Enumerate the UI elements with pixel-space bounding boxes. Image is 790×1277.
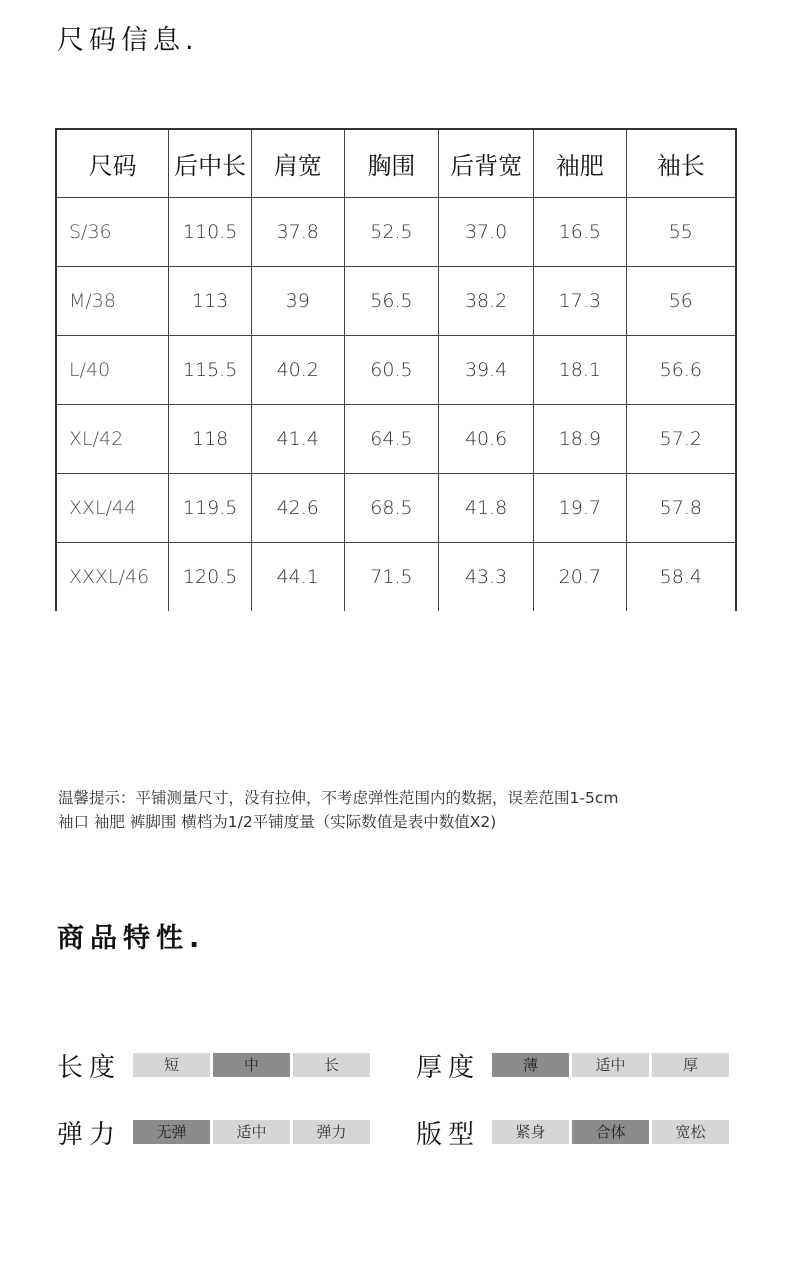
header-shoulder-width: 肩宽	[251, 129, 344, 198]
table-cell: 38.2	[439, 267, 534, 336]
table-cell: 56	[626, 267, 736, 336]
header-sleeve-length: 袖长	[626, 129, 736, 198]
table-row	[56, 198, 736, 267]
property-label: 厚度	[416, 1053, 481, 1083]
size-table	[55, 128, 737, 611]
table-cell: 115.5	[169, 336, 252, 405]
option-medium: 中	[213, 1053, 290, 1077]
table-cell: 56.6	[626, 336, 736, 405]
option-loose: 宽松	[652, 1120, 729, 1144]
table-cell: M/38	[56, 267, 169, 336]
table-cell: 43.3	[439, 543, 534, 612]
table-cell: 19.7	[533, 474, 626, 543]
table-cell: 39	[251, 267, 344, 336]
product-properties-title: 商品特性.	[57, 923, 206, 954]
option-thick: 厚	[652, 1053, 729, 1077]
property-label: 版型	[416, 1120, 481, 1150]
table-cell: 56.5	[344, 267, 439, 336]
size-info-title: 尺码信息.	[57, 25, 199, 56]
notes-line-2: 袖口 袖肥 裤脚围 横档为1/2平铺度量（实际数值是表中数值X2)	[58, 813, 497, 831]
table-cell: 41.8	[439, 474, 534, 543]
table-cell: 120.5	[169, 543, 252, 612]
table-row	[56, 267, 736, 336]
table-cell: 119.5	[169, 474, 252, 543]
table-cell: 52.5	[344, 198, 439, 267]
table-cell: 44.1	[251, 543, 344, 612]
table-row	[56, 336, 736, 405]
property-options	[492, 1053, 729, 1077]
header-chest: 胸围	[344, 129, 439, 198]
table-cell: 41.4	[251, 405, 344, 474]
table-cell: 18.1	[533, 336, 626, 405]
table-cell: 110.5	[169, 198, 252, 267]
header-size: 尺码	[56, 129, 169, 198]
property-options	[492, 1120, 729, 1144]
table-cell: 71.5	[344, 543, 439, 612]
table-cell: 64.5	[344, 405, 439, 474]
table-cell: 57.2	[626, 405, 736, 474]
table-cell: 17.3	[533, 267, 626, 336]
header-back-width: 后背宽	[439, 129, 534, 198]
property-options	[133, 1053, 370, 1077]
option-regular: 合体	[572, 1120, 649, 1144]
table-cell: 42.6	[251, 474, 344, 543]
table-cell: 20.7	[533, 543, 626, 612]
table-cell: 16.5	[533, 198, 626, 267]
property-label: 弹力	[57, 1120, 122, 1150]
option-long: 长	[293, 1053, 370, 1077]
table-cell: XXL/44	[56, 474, 169, 543]
table-cell: S/36	[56, 198, 169, 267]
header-back-length: 后中长	[169, 129, 252, 198]
notes-line-1: 温馨提示：平铺测量尺寸，没有拉伸，不考虑弹性范围内的数据，误差范围1-5cm	[58, 789, 619, 807]
property-options	[133, 1120, 370, 1144]
table-cell: 58.4	[626, 543, 736, 612]
table-cell: 37.0	[439, 198, 534, 267]
option-no-stretch: 无弹	[133, 1120, 210, 1144]
table-row	[56, 405, 736, 474]
table-row	[56, 474, 736, 543]
option-short: 短	[133, 1053, 210, 1077]
table-cell: 40.6	[439, 405, 534, 474]
table-cell: XXXL/46	[56, 543, 169, 612]
table-cell: L/40	[56, 336, 169, 405]
option-moderate: 适中	[213, 1120, 290, 1144]
option-moderate: 适中	[572, 1053, 649, 1077]
property-label: 长度	[57, 1053, 122, 1083]
option-thin: 薄	[492, 1053, 569, 1077]
table-cell: 60.5	[344, 336, 439, 405]
table-header-row	[56, 129, 736, 198]
table-cell: 55	[626, 198, 736, 267]
table-cell: 18.9	[533, 405, 626, 474]
table-cell: 113	[169, 267, 252, 336]
table-cell: 39.4	[439, 336, 534, 405]
table-cell: 57.8	[626, 474, 736, 543]
table-cell: 40.2	[251, 336, 344, 405]
table-row	[56, 543, 736, 612]
header-sleeve-width: 袖肥	[533, 129, 626, 198]
option-stretch: 弹力	[293, 1120, 370, 1144]
measurement-notes	[58, 786, 618, 834]
table-cell: 37.8	[251, 198, 344, 267]
table-cell: XL/42	[56, 405, 169, 474]
table-cell: 68.5	[344, 474, 439, 543]
table-cell: 118	[169, 405, 252, 474]
option-slim: 紧身	[492, 1120, 569, 1144]
